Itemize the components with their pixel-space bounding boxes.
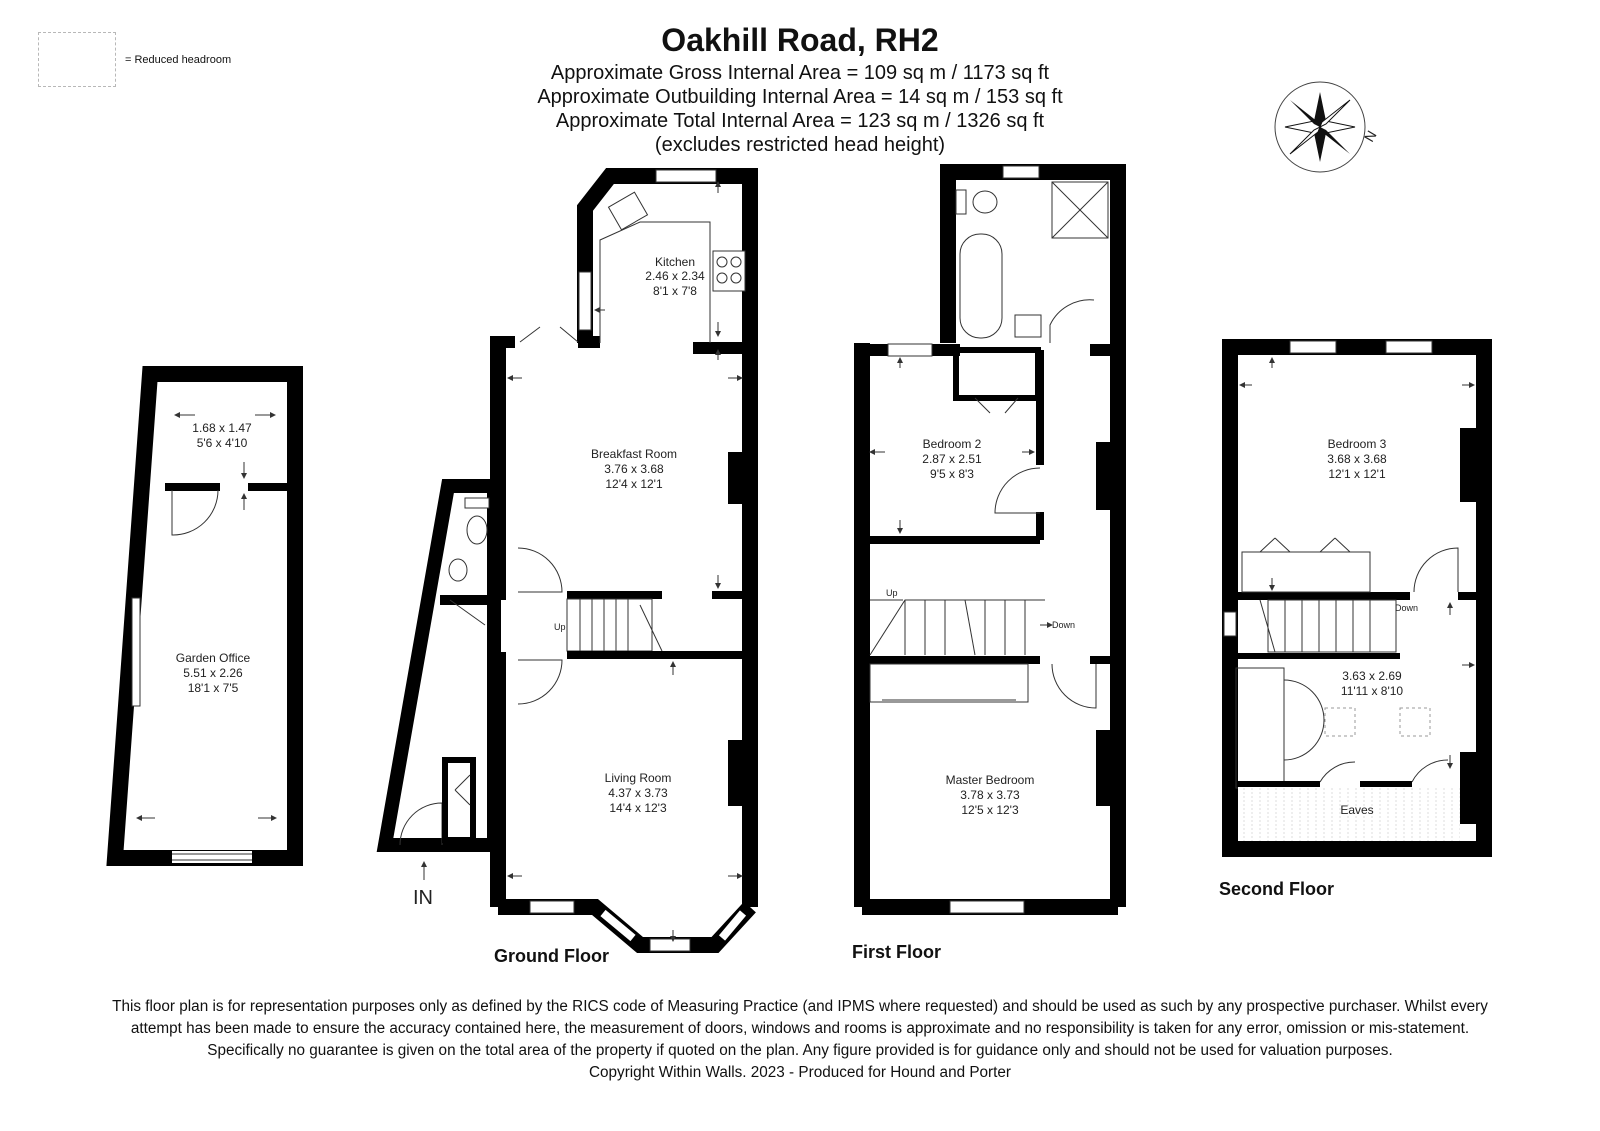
master-imperial: 12'5 x 12'3 <box>961 803 1019 817</box>
master-name: Master Bedroom <box>945 773 1035 787</box>
legend-label: = Reduced headroom <box>125 54 232 66</box>
second-stairs-down: Down <box>1395 603 1419 613</box>
outbuilding-area: Approximate Outbuilding Internal Area = 14 sq m / 153 sq ft <box>537 86 1063 108</box>
living-metric: 4.37 x 3.73 <box>608 786 668 800</box>
second-floor-label: Second Floor <box>1219 879 1335 899</box>
head-height-note: (excludes restricted head height) <box>654 134 946 156</box>
living-name: Living Room <box>604 771 672 785</box>
first-stairs-down: Down <box>1052 620 1076 630</box>
loft-room-metric: 3.63 x 2.69 <box>1342 669 1402 683</box>
breakfast-metric: 3.76 x 3.68 <box>604 462 664 476</box>
kitchen-name: Kitchen <box>654 255 696 269</box>
living-imperial: 14'4 x 12'3 <box>609 801 667 815</box>
breakfast-name: Breakfast Room <box>590 447 678 461</box>
loft-room-imperial: 11'11 x 8'10 <box>1340 684 1404 698</box>
master-metric: 3.78 x 3.73 <box>960 788 1020 802</box>
breakfast-imperial: 12'4 x 12'1 <box>605 477 663 491</box>
entrance-label: IN <box>413 887 433 909</box>
office-imperial: 18'1 x 7'5 <box>187 681 239 695</box>
office-name: Garden Office <box>175 651 251 665</box>
copyright-text: Copyright Within Walls. 2023 - Produced for Hound and Porter <box>588 1064 1011 1081</box>
office-metric: 5.51 x 2.26 <box>183 666 243 680</box>
store-metric: 1.68 x 1.47 <box>192 421 252 435</box>
kitchen-imperial: 8'1 x 7'8 <box>653 284 697 298</box>
north-label: N <box>1360 127 1380 145</box>
plan-title: Oakhill Road, RH2 <box>661 22 939 58</box>
disclaimer-text: This floor plan is for representation purposes only as defined by the RICS code of Measuring Practice (and IPMS where requested) and should be used as such by any prospective purchaser. Whilst every attempt has been made to ensure the accuracy contained here, the measurement of doors, windows and rooms is approximate and no responsibility is taken for any error, omission or mis-statement. Specifically no guarantee is given on the total area of the property if quoted on the plan. Any figure provided is for guidance only and should not be used for valuation purposes. <box>112 998 1488 1059</box>
disclaimer <box>100 996 1500 1084</box>
total-area: Approximate Total Internal Area = 123 sq m / 1326 sq ft <box>555 110 1045 132</box>
bedroom3-imperial: 12'1 x 12'1 <box>1328 467 1386 481</box>
first-floor-label: First Floor <box>852 942 941 962</box>
bedroom2-name: Bedroom 2 <box>922 437 982 451</box>
gross-area: Approximate Gross Internal Area = 109 sq m / 1173 sq ft <box>550 62 1050 84</box>
first-stairs-up: Up <box>886 588 898 598</box>
store-imperial: 5'6 x 4'10 <box>196 436 248 450</box>
bedroom2-metric: 2.87 x 2.51 <box>922 452 982 466</box>
compass-icon <box>1275 82 1380 172</box>
bedroom2-imperial: 9'5 x 8'3 <box>930 467 974 481</box>
second-floor-plan <box>1224 341 1484 849</box>
kitchen-metric: 2.46 x 2.34 <box>645 269 705 283</box>
ground-floor-label: Ground Floor <box>494 946 609 966</box>
eaves-label: Eaves <box>1340 803 1374 817</box>
bedroom3-metric: 3.68 x 3.68 <box>1327 452 1387 466</box>
ground-floor-plan <box>385 170 758 951</box>
ground-stairs-up: Up <box>554 622 566 632</box>
bedroom3-name: Bedroom 3 <box>1327 437 1387 451</box>
